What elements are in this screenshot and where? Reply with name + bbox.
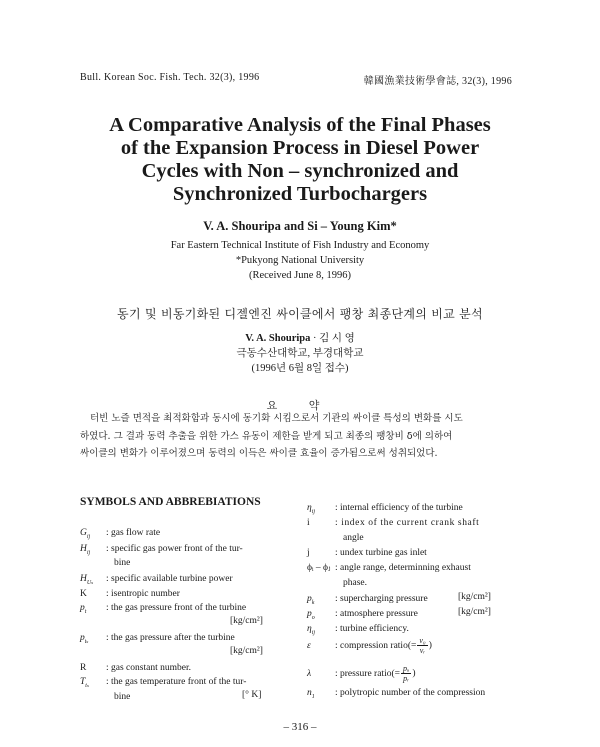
symbol-desc: : angle range, determinning exhaust <box>335 563 471 573</box>
abstract-heading: 요 약 <box>266 399 334 412</box>
symbol-row <box>307 561 471 576</box>
korean-title: 동기 및 비동기화된 디젤엔진 싸이클에서 팽창 최종단계의 비교 분석 <box>117 307 483 321</box>
symbol-row <box>307 516 479 531</box>
abstract-line: 하였다. 그 결과 동력 추출을 위한 가스 유동이 제한을 받게 되고 최종의 팽창비 δ에 의하여 <box>80 430 453 442</box>
paper-title <box>60 114 540 206</box>
symbol-row <box>307 576 367 591</box>
symbol-desc: : polytropic number of the compression <box>335 688 486 698</box>
symbols-heading: SYMBOLS AND ABBREBIATIONS <box>80 496 261 508</box>
title-line: Synchronized Turbochargers <box>172 183 428 205</box>
symbol-desc: : gas flow rate <box>106 528 161 538</box>
korean-received-date: (1996년 6월 8일 접수) <box>251 363 349 374</box>
symbol: λ <box>307 668 312 679</box>
symbol-desc: angle <box>343 533 364 543</box>
korean-author-ko: · 김 시 영 <box>310 333 355 344</box>
affiliation-line: *Pukyong National University <box>235 255 365 266</box>
korean-author-en: V. A. Shouripa <box>245 333 311 344</box>
symbol: ϕᵢ – ϕⱼ <box>307 563 331 573</box>
symbol-desc: : specific available turbine power <box>106 574 233 584</box>
symbol-row <box>80 690 130 705</box>
pressure-ratio-fraction: $\frac{\text{pᵤ}}{\text{pᵣ}}$ <box>402 664 410 683</box>
page-number: – 316 – <box>283 721 317 733</box>
symbol-desc: : turbine efficiency. <box>335 624 409 634</box>
symbol-desc: : gas constant number. <box>106 663 191 673</box>
unit-label: [° K] <box>242 690 262 700</box>
symbol-desc: : specific gas power front of the tur- <box>106 544 243 554</box>
korean-affiliation-line: 극동수산대학교, 부경대학교 <box>236 348 364 359</box>
symbol-row <box>80 661 191 676</box>
symbol: $G_{ij}$ <box>80 528 91 540</box>
symbol-desc: bine <box>114 558 131 568</box>
symbol: $T_{t_s}$ <box>80 677 89 689</box>
symbol-desc: : the gas temperature front of the tur- <box>106 677 247 687</box>
unit-label: [kg/cm²] <box>458 607 491 617</box>
korean-affiliation <box>0 346 600 376</box>
symbol-desc: : index of the current crank shaft <box>335 518 480 528</box>
symbol-row <box>80 601 246 620</box>
korean-authors <box>0 330 600 345</box>
symbol-desc: : internal efficiency of the turbine <box>335 503 463 513</box>
symbol: j <box>307 548 310 558</box>
symbol-row <box>80 587 180 602</box>
received-date: (Received June 8, 1996) <box>248 270 352 281</box>
symbol-desc: bine <box>114 692 131 702</box>
symbol-row: ε : compression ratio(= $\frac{\text{v₀}}{\text{vᵣ}}$ ) <box>307 636 432 655</box>
symbol: $H_{U_s}$ <box>80 574 94 586</box>
symbol-desc: phase. <box>343 578 368 588</box>
symbol-row: λ : pressure ratio(= $\frac{\text{pᵤ}}{\text{pᵣ}}$ ) <box>307 664 416 683</box>
symbol: $p_t$ <box>80 603 87 615</box>
title-line: Cycles with Non – synchronized and <box>141 160 459 182</box>
affiliation <box>0 238 600 283</box>
symbol-row <box>307 546 427 561</box>
symbol: K <box>80 589 87 599</box>
symbol-desc: : compression ratio(= <box>335 640 417 651</box>
unit-label: [kg/cm²] <box>230 646 263 656</box>
symbol-row <box>307 531 364 546</box>
abstract-line: 싸이클의 변화가 이루어졌으며 동력의 이득은 싸이클 효율이 증가됨으로써 성취되었다. <box>80 448 438 459</box>
symbol: ε <box>307 640 311 651</box>
symbol-desc: : undex turbine gas inlet <box>335 548 427 558</box>
symbol: $\eta_{ij}$ <box>307 624 316 636</box>
symbol: R <box>80 663 87 673</box>
symbol: $p_{t_s}$ <box>80 633 89 645</box>
symbol-desc: : supercharging pressure <box>335 594 428 604</box>
symbol-desc: : the gas pressure front of the turbine <box>106 603 247 613</box>
affiliation-line: Far Eastern Technical Institute of Fish Industry and Economy <box>170 240 430 251</box>
symbol-row <box>307 686 485 705</box>
compression-ratio-fraction: $\frac{\text{v₀}}{\text{vᵣ}}$ <box>419 636 426 655</box>
journal-header-right: 韓國漁業技術學會誌, 32(3), 1996 <box>363 76 512 87</box>
symbol-desc: : isentropic number <box>106 589 180 599</box>
authors: V. A. Shouripa and Si – Young Kim* <box>203 219 397 233</box>
symbol: $p_o$ <box>307 609 315 621</box>
symbol: $p_k$ <box>307 594 315 606</box>
title-line: of the Expansion Process in Diesel Power <box>120 137 480 159</box>
symbol-desc: : the gas pressure after the turbine <box>106 633 235 643</box>
title-line: A Comparative Analysis of the Final Phases <box>109 114 491 136</box>
journal-header-left: Bull. Korean Soc. Fish. Tech. 32(3), 1996 <box>80 72 260 83</box>
korean-abstract <box>80 410 520 463</box>
symbol-desc: : pressure ratio(= <box>335 668 400 679</box>
unit-label: [kg/cm²] <box>230 616 263 626</box>
abstract-line: 터빈 노즐 면적을 최적화함과 동시에 동기화 시킴으로서 기관의 싸이클 특성의 변화를 시도 <box>90 413 463 424</box>
symbol: $H_{ij}$ <box>80 544 91 556</box>
symbol-row <box>80 631 235 650</box>
symbol-row <box>80 556 130 571</box>
symbol: i <box>307 518 310 528</box>
symbol: $n_1$ <box>307 688 315 700</box>
unit-label: [kg/cm²] <box>458 592 491 602</box>
symbol: $\eta_{ij}$ <box>307 503 316 515</box>
symbol-desc: : atmosphere pressure <box>335 609 418 619</box>
